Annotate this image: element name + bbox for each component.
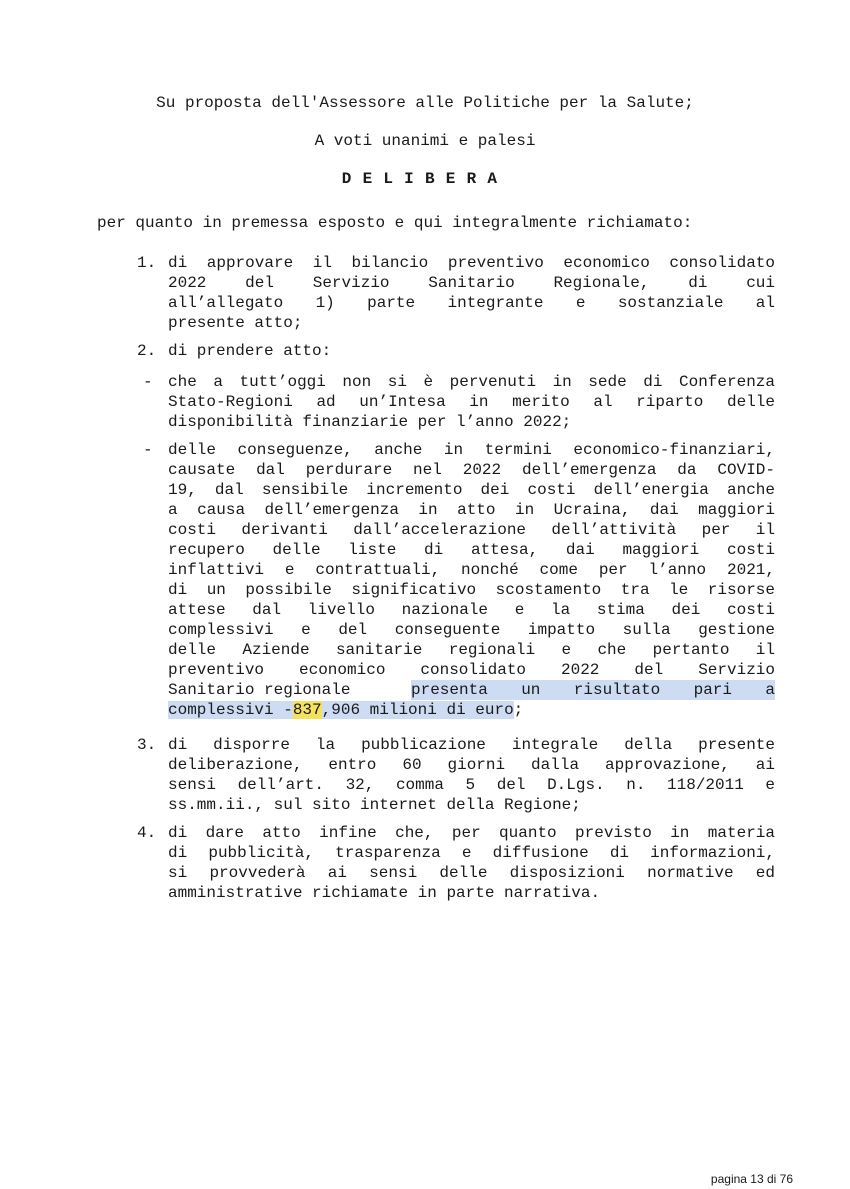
text-line: ss.mm.ii., sul sito internet della Regione; (168, 796, 581, 814)
text-line: causate dal perdurare nel 2022 dell’emergenza da COVID- (168, 461, 775, 479)
text-line: Stato-Regioni ad un’Intesa in merito al riparto delle (168, 393, 775, 411)
list-marker-1: 1. (137, 254, 157, 272)
page-number: pagina 13 di 76 (710, 1172, 793, 1186)
list-marker-2: 2. (137, 342, 157, 360)
deliberation-title: DELIBERA (341, 170, 509, 188)
list-marker-4: 4. (137, 824, 157, 842)
text-line: di dare atto infine che, per quanto previsto in materia (168, 824, 775, 842)
text-line-highlighted (168, 680, 775, 700)
text-segment: Sanitario regionale (168, 681, 351, 699)
text-line: presente atto; (168, 314, 303, 332)
bullet-marker-1: - (143, 373, 153, 391)
bullet-item-consequences (168, 440, 775, 720)
text-line: preventivo economico consolidato 2022 del Servizio (168, 661, 775, 679)
bullet-marker-2: - (143, 441, 153, 459)
list-marker-3: 3. (137, 736, 157, 754)
selected-text: presenta un risultato pari a (411, 681, 775, 699)
text-line: inflattivi e contrattuali, nonché come per l’anno 2021, (168, 561, 775, 579)
text-line: a causa dell’emergenza in atto in Ucraina, dai maggiori (168, 501, 775, 519)
list-item-take-note (168, 341, 775, 361)
text-line: amministrative richiamate in parte narrativa. (168, 884, 601, 902)
text-line: di un possibile significativo scostamento tra le risorse (168, 581, 775, 599)
text-line: delle Aziende sanitarie regionali e che pertanto il (168, 641, 775, 659)
text-line: di prendere atto: (168, 342, 332, 360)
text-line: di approvare il bilancio preventivo economico consolidato (168, 254, 775, 272)
marked-number: 837 (292, 701, 322, 719)
intro-paragraph: per quanto in premessa esposto e qui integralmente richiamato: (97, 214, 693, 232)
text-line: all’allegato 1) parte integrante e sostanziale al (168, 294, 775, 312)
text-segment: ; (513, 701, 524, 719)
text-line: si provvederà ai sensi delle disposizioni normative ed (168, 864, 775, 882)
text-line: 19, dal sensibile incremento dei costi dell’energia anche (168, 481, 775, 499)
list-item-approve-budget (168, 253, 775, 333)
text-line: di pubblicità, trasparenza e diffusione di informazioni, (168, 844, 775, 862)
selected-text: complessivi - (168, 701, 293, 719)
text-line: costi derivanti dall’accelerazione dell’attività per il (168, 521, 775, 539)
list-item-transparency (168, 823, 775, 903)
proposal-line: Su proposta dell'Assessore alle Politiche per la Salute; (156, 94, 694, 112)
text-line: sensi dell’art. 32, comma 5 del D.Lgs. n. 118/2011 e (168, 776, 775, 794)
text-line: di disporre la pubblicazione integrale della presente (168, 736, 775, 754)
text-line: complessivi e del conseguente impatto sulla gestione (168, 621, 775, 639)
text-line: attese dal livello nazionale e la stima dei costi (168, 601, 775, 619)
text-line: che a tutt’oggi non si è pervenuti in sede di Conferenza (168, 373, 775, 391)
list-item-publication (168, 735, 775, 815)
text-line: delle conseguenze, anche in termini economico-finanziari, (168, 441, 775, 459)
selected-text: ,906 milioni di euro (321, 701, 514, 719)
text-line: 2022 del Servizio Sanitario Regionale, di cui (168, 274, 775, 292)
bullet-item-state-regions (168, 372, 775, 432)
text-line: disponibilità finanziarie per l’anno 2022; (168, 413, 572, 431)
text-line: deliberazione, entro 60 giorni dalla approvazione, ai (168, 756, 775, 774)
text-line: recupero delle liste di attesa, dai maggiori costi (168, 541, 775, 559)
text-line-highlighted (168, 700, 775, 720)
vote-line: A voti unanimi e palesi (314, 132, 536, 150)
